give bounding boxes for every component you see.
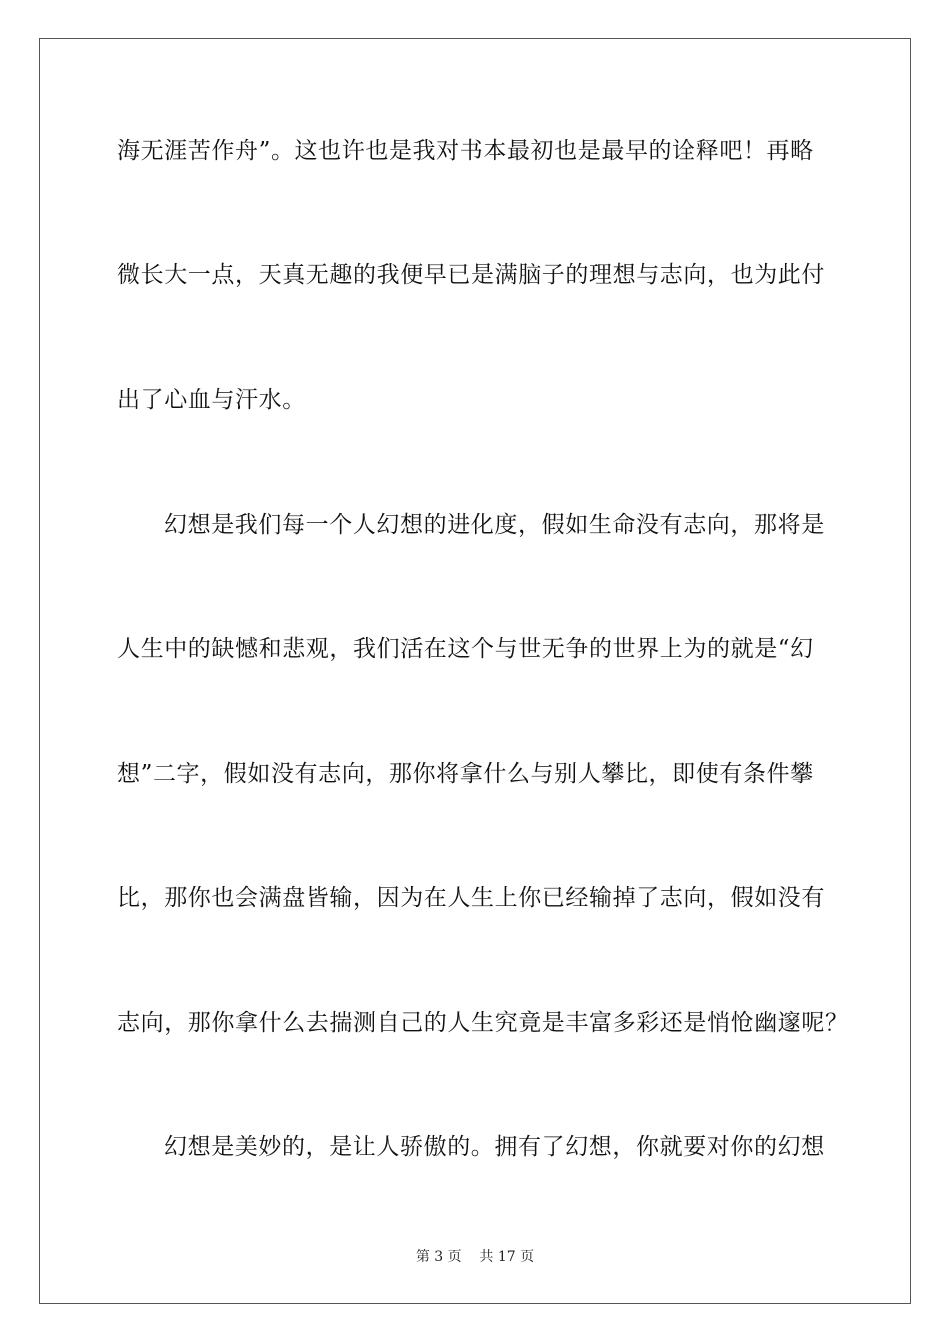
text-line: 出了心血与汗水。 [117,387,306,413]
text-line: 海无涯苦作舟”。这也许也是我对书本最初也是最早的诠释吧！再略 [117,138,814,164]
text-line: 人生中的缺憾和悲观，我们活在这个与世无争的世界上为的就是“幻 [117,636,814,662]
paragraph-first-line: 幻想是美妙的，是让人骄傲的。拥有了幻想，你就要对你的幻想 [164,1134,825,1160]
text-line: 比，那你也会满盘皆输，因为在人生上你已经输掉了志向，假如没有 [117,885,825,911]
text-line: 微长大一点，天真无趣的我便早已是满脑子的理想与志向，也为此付 [117,262,825,288]
text-line: 志向，那你拿什么去揣测自己的人生究竟是丰富多彩还是悄怆幽邃呢？ [117,1010,849,1036]
text-line: 想”二字，假如没有志向，那你将拿什么与别人攀比，即使有条件攀 [117,761,814,787]
page-number-footer: 第 3 页 共 17 页 [415,1249,535,1265]
paragraph-first-line: 幻想是我们每一个人幻想的进化度，假如生命没有志向，那将是 [164,512,825,538]
page-border [39,38,911,1304]
